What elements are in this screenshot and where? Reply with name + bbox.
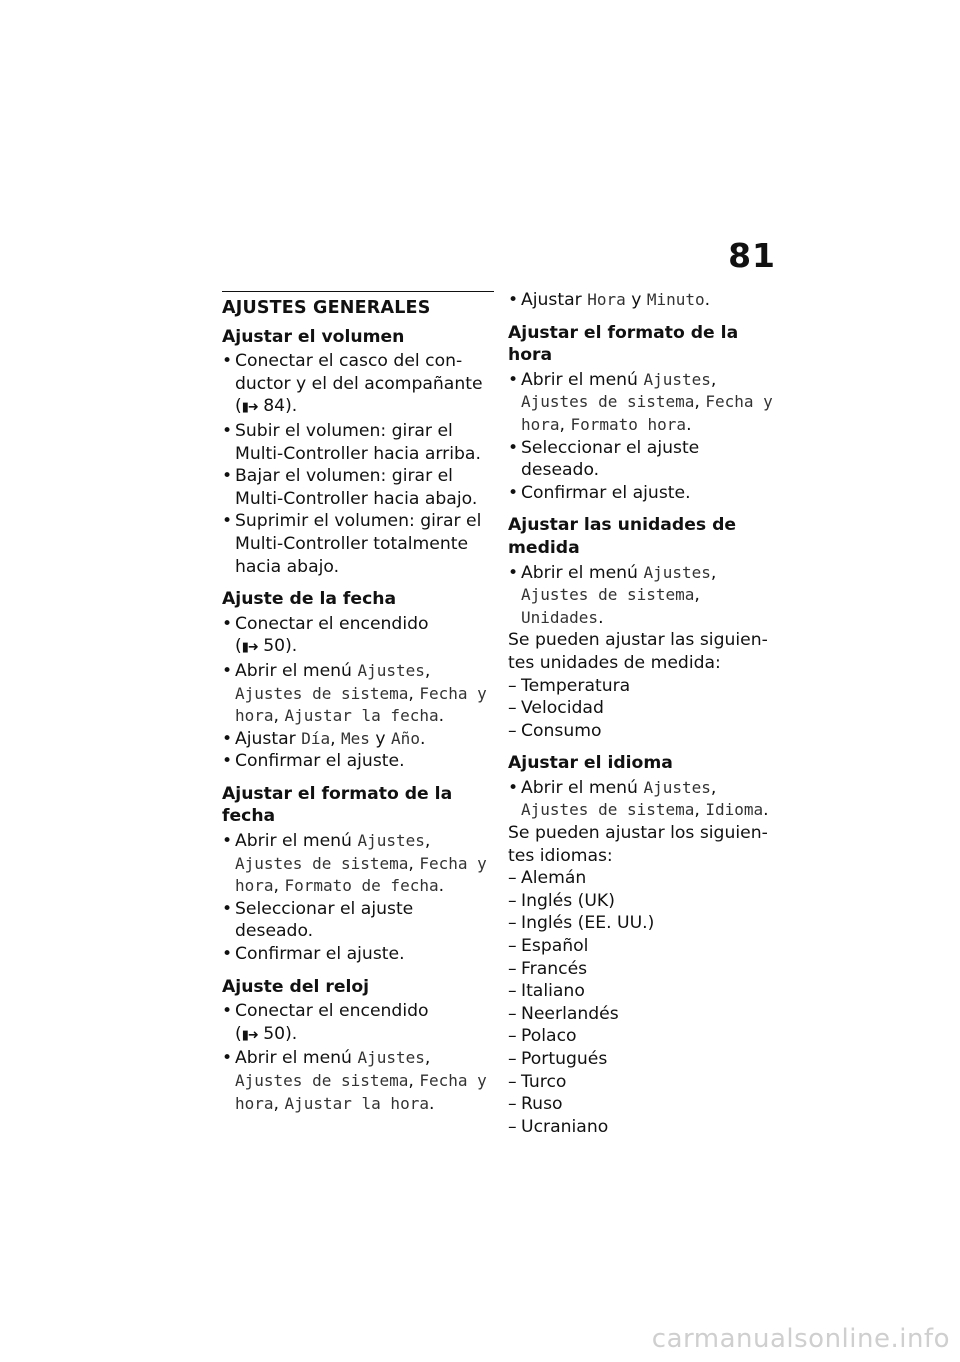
menu-path: Formato hora [570,414,687,434]
menu-path: Fecha y hora [521,392,773,434]
heading-reloj: Ajuste del reloj [222,976,370,997]
list-item: – Consumo [508,720,780,743]
page-reference-arrow-icon: ▮➜ [241,640,258,656]
heading-volumen: Ajustar el volumen [222,326,405,347]
bullet-item: • Abrir el menú Ajustes, Ajustes de sistema, Fecha y hora, Ajustar la hora. [222,1047,494,1115]
list-item: – Alemán [508,867,780,890]
menu-path: Formato de fecha [284,876,439,896]
menu-path: Ajustes de sistema [235,1071,409,1090]
menu-path: Ajustes de sistema [521,392,695,412]
bullet-item: • Conectar el casco del con-ductor y el del acompañante (▮➜ 84). [222,350,494,420]
menu-path: Ajustes [643,777,711,797]
bullet-item: • Abrir el menú Ajustes, Ajustes de sistema, Fecha y hora, Formato de fecha. [222,830,494,898]
list-item: – Inglés (EE. UU.) [508,912,780,935]
heading-formato-fecha: Ajustar el formato de la fecha [222,783,453,827]
list-item: – Temperatura [508,675,780,698]
menu-path: Ajustes [643,562,711,582]
heading-unidades: Ajustar las unidades de medida [508,515,737,558]
bullet-item: • Seleccionar el ajuste deseado. [508,437,780,482]
list-item: – Ruso [508,1093,780,1116]
menu-path: Mes [341,728,370,748]
list-item: – Ucraniano [508,1116,780,1139]
bullet-item: • Conectar el encendido (▮➜ 50). [222,613,494,660]
list-item: – Español [508,935,780,958]
menu-path: Fecha y hora [235,1071,487,1113]
bullet-item: • Bajar el volumen: girar el Multi-Controller hacia abajo. [222,465,494,510]
section-title: AJUSTES GENERALES [222,291,494,320]
paragraph: Se pueden ajustar las siguien-tes unidades de medida: [508,630,768,673]
bullet-item: • Ajustar Hora y Minuto. [508,289,780,312]
menu-path: Ajustes [357,1048,425,1068]
list-item: – Turco [508,1071,780,1094]
bullet-item: • Abrir el menú Ajustes, Ajustes de sistema, Unidades. [508,562,780,630]
list-item: – Portugués [508,1048,780,1071]
page-number: 81 [728,236,776,275]
heading-formato-hora: Ajustar el formato de la hora [508,322,739,366]
menu-path: Ajustes [643,369,711,389]
left-column [222,291,494,1115]
list-item: – Italiano [508,980,780,1003]
menu-path: Ajustar la fecha [284,706,439,726]
heading-idioma: Ajustar el idioma [508,753,673,774]
paragraph: Se pueden ajustar los siguien-tes idiomas: [508,823,768,866]
menu-path: Ajustes de sistema [235,683,409,703]
list-item: – Francés [508,958,780,981]
bullet-item: • Confirmar el ajuste. [508,482,780,505]
bullet-item: • Abrir el menú Ajustes, Ajustes de sistema, Fecha y hora, Formato hora. [508,369,780,437]
menu-path: Día [301,728,331,748]
bullet-item: • Conectar el encendido (▮➜ 50). [222,1000,494,1047]
page-reference-arrow-icon: ▮➜ [241,400,258,416]
bullet-item: • Suprimir el volumen: girar el Multi-Controller totalmente hacia abajo. [222,510,494,578]
list-item: – Polaco [508,1025,780,1048]
bullet-item: • Subir el volumen: girar el Multi-Controller hacia arriba. [222,420,494,465]
bullet-item: • Confirmar el ajuste. [222,750,494,773]
list-item: – Neerlandés [508,1003,780,1026]
menu-path: Ajustes de sistema [521,800,695,820]
bullet-item: • Ajustar Día, Mes y Año. [222,728,494,751]
watermark-text: carmanualsonline.info [651,1324,950,1354]
bullet-item: • Seleccionar el ajuste deseado. [222,898,494,943]
menu-path: Ajustar la hora [284,1093,429,1113]
menu-path: Año [391,728,420,748]
menu-path: Ajustes [357,831,425,851]
bullet-item: • Abrir el menú Ajustes, Ajustes de sistema, Fecha y hora, Ajustar la fecha. [222,660,494,728]
heading-fecha: Ajuste de la fecha [222,589,397,610]
menu-path: Idioma [705,800,764,820]
menu-path: Unidades [521,607,599,627]
menu-path: Ajustes [357,660,425,680]
menu-path: Ajustes de sistema [235,853,409,873]
bullet-item: • Confirmar el ajuste. [222,943,494,966]
menu-path: Fecha y hora [235,683,487,726]
menu-path: Minuto [646,290,705,309]
menu-path: Hora [587,290,626,309]
list-item: – Inglés (UK) [508,890,780,913]
menu-path: Fecha y hora [235,853,487,896]
bullet-item: • Abrir el menú Ajustes, Ajustes de sistema, Idioma. [508,777,780,822]
list-item: – Velocidad [508,697,780,720]
right-column [508,289,780,1138]
menu-path: Ajustes de sistema [521,585,695,605]
page-reference-arrow-icon: ▮➜ [241,1027,258,1043]
